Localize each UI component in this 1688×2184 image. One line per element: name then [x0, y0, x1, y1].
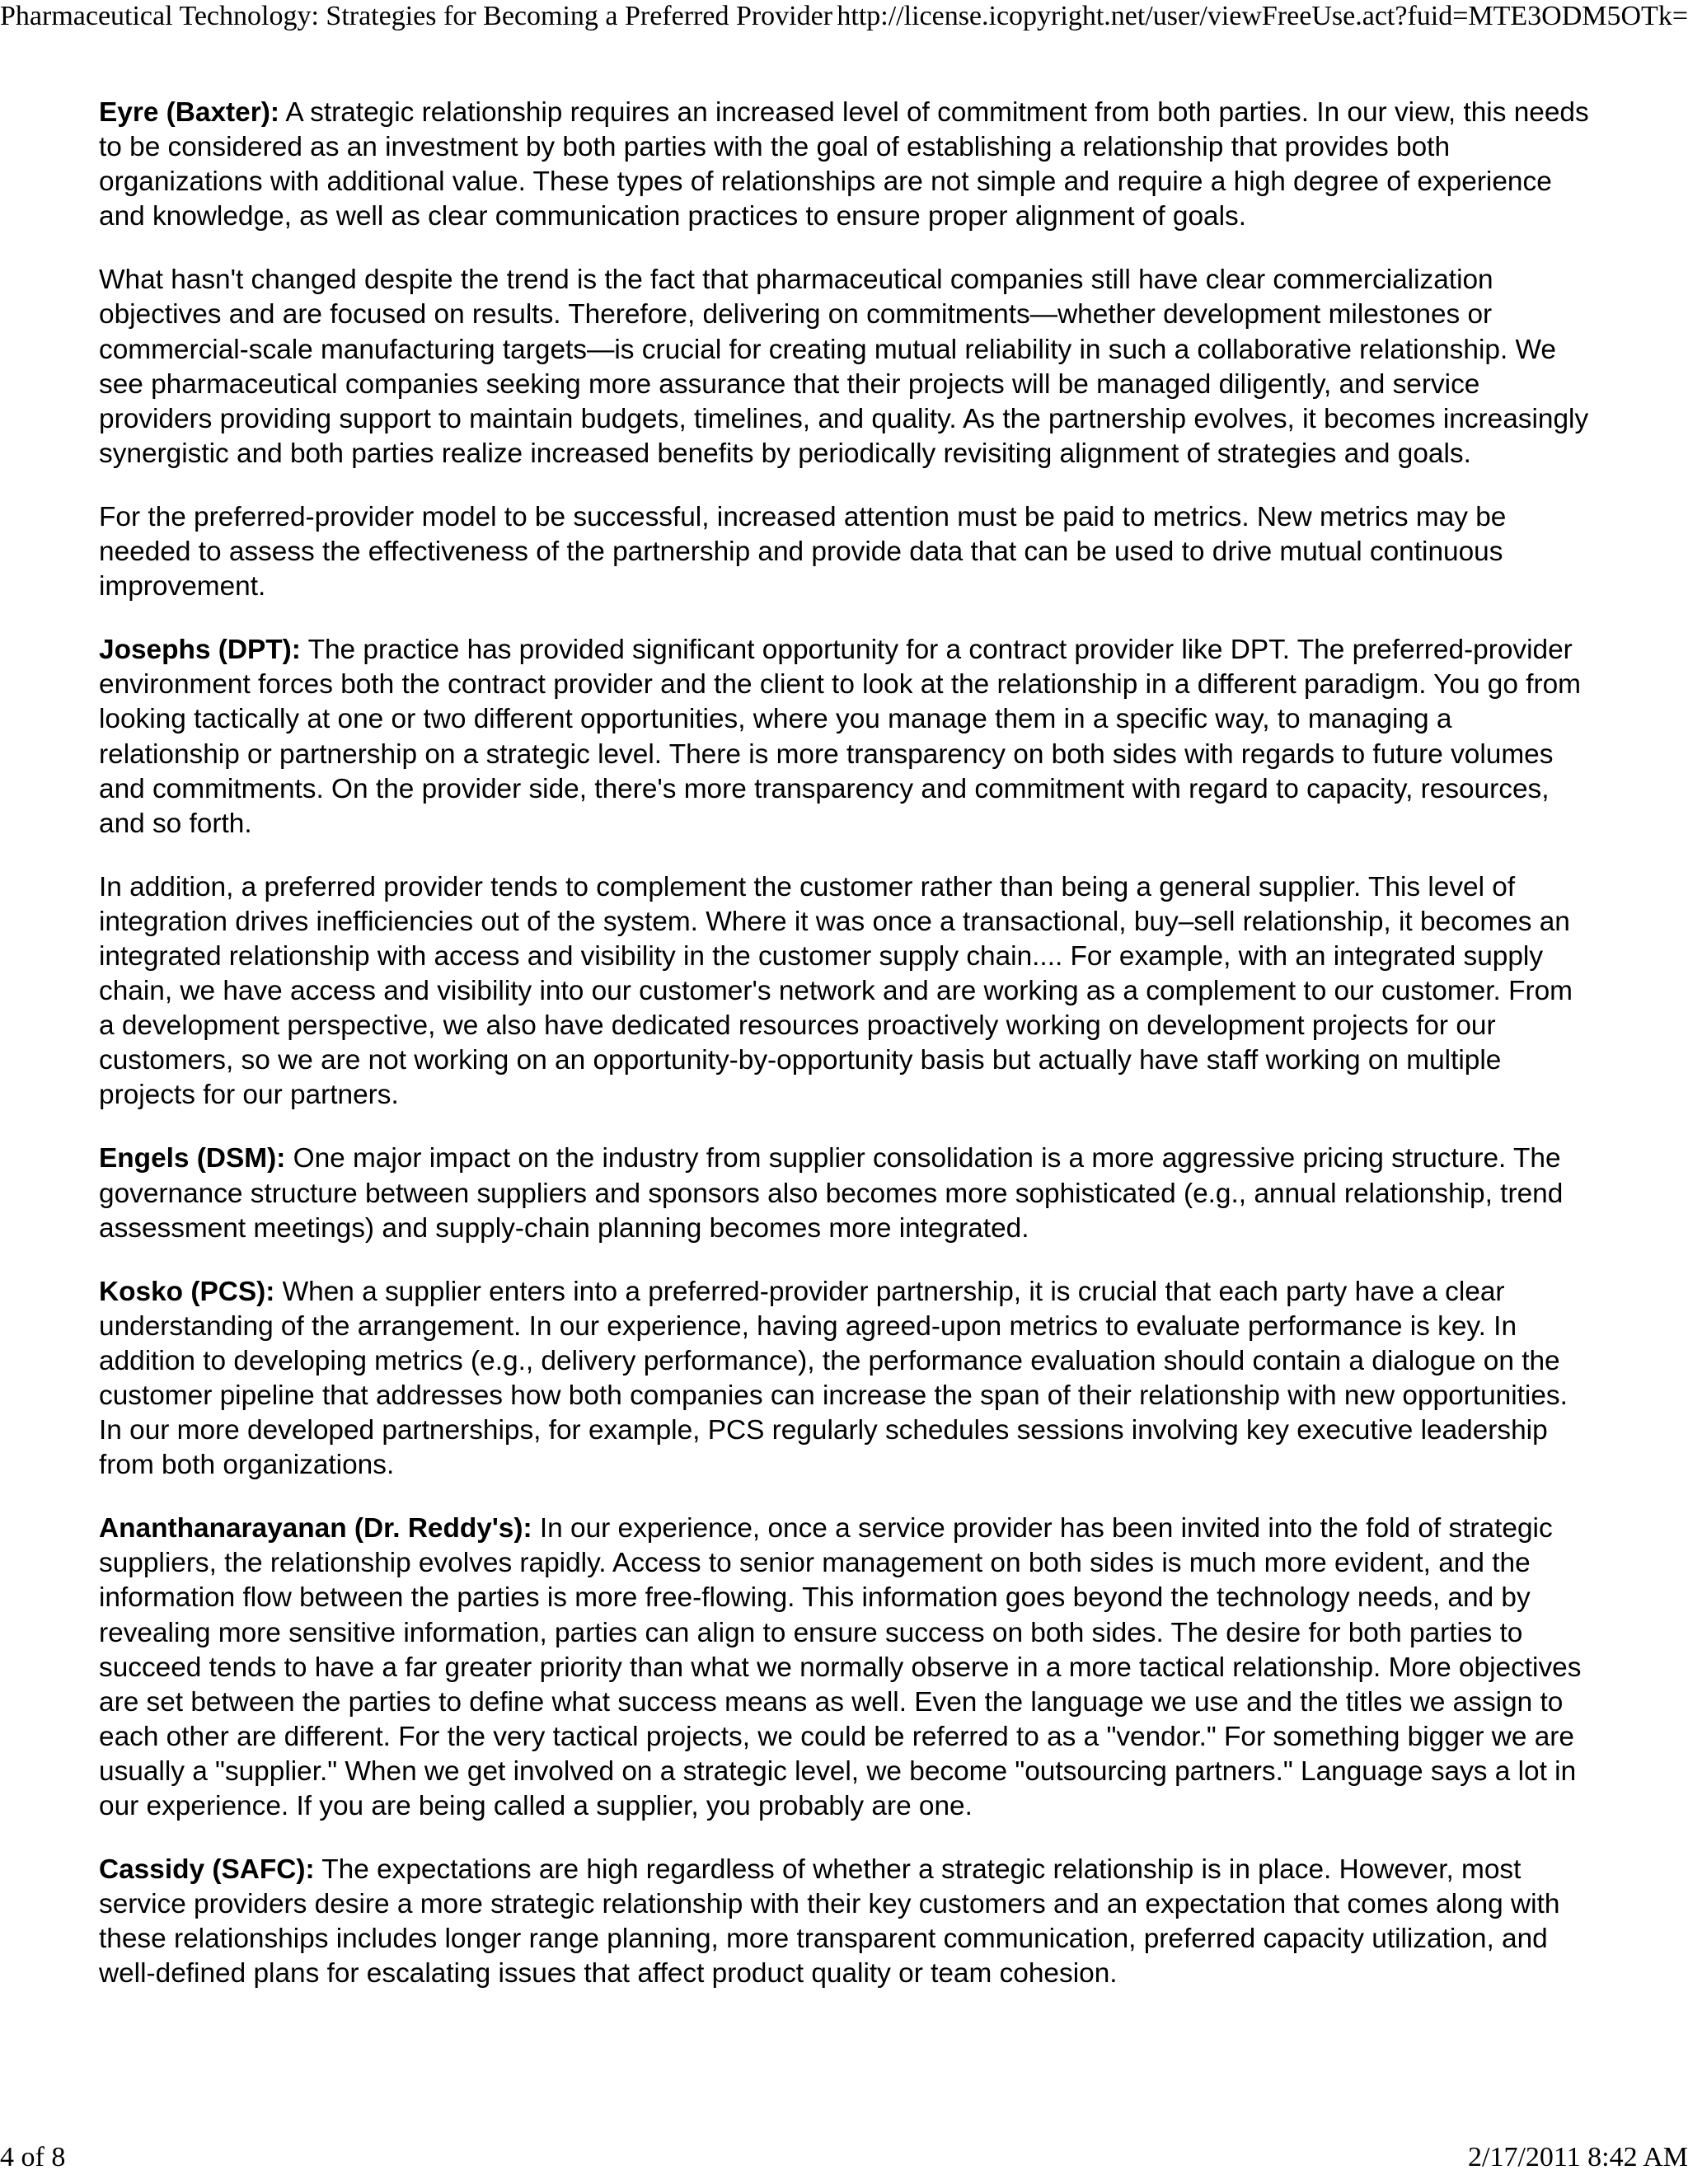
paragraph-metrics	[99, 500, 1589, 604]
paragraph-eyre-continued	[99, 263, 1589, 471]
page-number: 4 of 8	[0, 2142, 66, 2172]
paragraph-text: For the preferred-provider model to be successful, increased attention must be paid to metrics. New metrics may be needed to assess the effectiveness of the partnership and provide data that can be used to drive mutual continuous improvement.	[99, 501, 1507, 602]
paragraph-engels	[99, 1141, 1589, 1245]
paragraph-text: In our experience, once a service provider has been invited into the fold of strategic suppliers, the relationship evolves rapidly. Access to senior management on both sides is much more evident, and the information flow between the parties is more free-flowing. This information goes beyond the technology needs, and by revealing more sensitive information, parties can align to ensure success on both sides. The desire for both parties to succeed tends to have a far greater priority than what we normally observe in a more tactical relationship. More objectives are set between the parties to define what success means as well. Even the language we use and the titles we assign to each other are different. For the very tactical projects, we could be referred to as a "vendor." For something bigger we are usually a "supplier." When we get involved on a strategic level, we become "outsourcing partners." Language says a lot in our experience. If you are being called a supplier, you probably are one.	[99, 1513, 1582, 1822]
speaker-name: Ananthanarayanan (Dr. Reddy's):	[99, 1513, 532, 1544]
paragraph-text: A strategic relationship requires an increased level of commitment from both parties. In our view, this needs to be considered as an investment by both parties with the goal of establishing a relationship that provides both organizations with additional value. These types of relationships are not simple and require a high degree of experience and knowledge, as well as clear communication practices to ensure proper alignment of goals.	[99, 97, 1589, 232]
page-url[interactable]: http://license.icopyright.net/user/viewFreeUse.act?fuid=MTE3ODM5OTk=	[837, 1, 1688, 31]
paragraph-text: The expectations are high regardless of whether a strategic relationship is in place. However, most service providers desire a more strategic relationship with their key customers and an expectation that comes along with these relationships includes longer range planning, more transparent communication, preferred capacity utilization, and well-defined plans for escalating issues that affect product quality or team cohesion.	[99, 1854, 1560, 1990]
page-title: Pharmaceutical Technology: Strategies for Becoming a Preferred Provider	[0, 1, 833, 31]
paragraph-josephs	[99, 633, 1589, 841]
paragraph-josephs-continued	[99, 870, 1589, 1113]
paragraph-kosko	[99, 1275, 1589, 1483]
print-timestamp: 2/17/2011 8:42 AM	[1468, 2142, 1688, 2172]
speaker-name: Eyre (Baxter):	[99, 97, 279, 128]
speaker-name: Cassidy (SAFC):	[99, 1854, 315, 1886]
article-body	[99, 96, 1589, 2021]
speaker-name: Josephs (DPT):	[99, 635, 301, 666]
paragraph-text: The practice has provided significant opportunity for a contract provider like DPT. The preferred-provider environment forces both the contract provider and the client to look at the relationship in a different paradigm. You go from looking tactically at one or two different opportunities, where you manage them in a specific way, to managing a relationship or partnership on a strategic level. There is more transparency on both sides with regards to future volumes and commitments. On the provider side, there's more transparency and commitment with regard to capacity, resources, and so forth.	[99, 635, 1581, 839]
paragraph-text: What hasn't changed despite the trend is the fact that pharmaceutical companies still have clear commercialization objectives and are focused on results. Therefore, delivering on commitments—whether development milestones or commercial-scale manufacturing targets—is crucial for creating mutual reliability in such a collaborative relationship. We see pharmaceutical companies seeking more assurance that their projects will be managed diligently, and service providers providing support to maintain budgets, timelines, and quality. As the partnership evolves, it becomes increasingly synergistic and both parties realize increased benefits by periodically revisiting alignment of strategies and goals.	[99, 265, 1589, 469]
paragraph-cassidy	[99, 1853, 1589, 1991]
paragraph-eyre	[99, 96, 1589, 234]
speaker-name: Kosko (PCS):	[99, 1276, 275, 1307]
paragraph-ananthanarayanan	[99, 1511, 1589, 1824]
paragraph-text: When a supplier enters into a preferred-provider partnership, it is crucial that each party have a clear understanding of the arrangement. In our experience, having agreed-upon metrics to evaluate performance is key. In addition to developing metrics (e.g., delivery performance), the performance evaluation should contain a dialogue on the customer pipeline that addresses how both companies can increase the span of their relationship with new opportunities. In our more developed partnerships, for example, PCS regularly schedules sessions involving key executive leadership from both organizations.	[99, 1276, 1568, 1481]
paragraph-text: One major impact on the industry from supplier consolidation is a more aggressive pricing structure. The governance structure between suppliers and sponsors also becomes more sophisticated (e.g., annual relationship, trend assessment meetings) and supply-chain planning becomes more integrated.	[99, 1143, 1564, 1244]
paragraph-text: In addition, a preferred provider tends to complement the customer rather than being a general supplier. This level of integration drives inefficiencies out of the system. Where it was once a transactional, buy–sell relationship, it becomes an integrated relationship with access and visibility in the customer supply chain.... For example, with an integrated supply chain, we have access and visibility into our customer's network and are working as a complement to our customer. From a development perspective, we also have dedicated resources proactively working on development projects for our customers, so we are not working on an opportunity-by-opportunity basis but actually have staff working on multiple projects for our partners.	[99, 871, 1573, 1111]
speaker-name: Engels (DSM):	[99, 1143, 286, 1174]
